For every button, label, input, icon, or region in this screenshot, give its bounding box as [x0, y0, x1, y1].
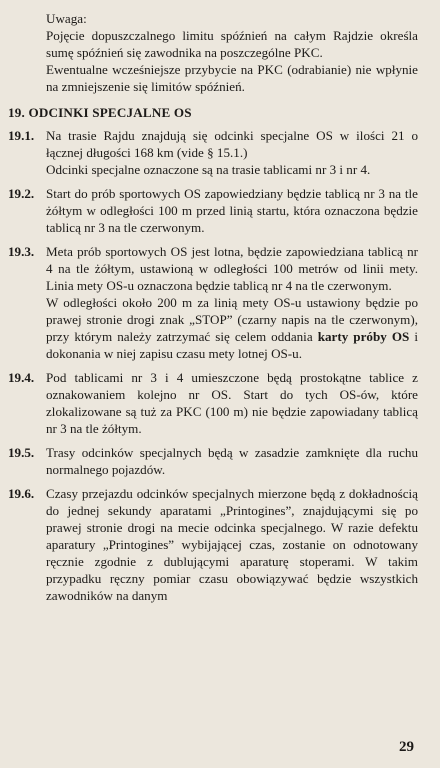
item-number: 19.1.	[8, 128, 35, 143]
item-19-4	[8, 369, 418, 437]
item-paragraph: Odcinki specjalne oznaczone są na trasie tablicami nr 3 i nr 4.	[46, 162, 371, 177]
note-label: Uwaga:	[46, 11, 87, 26]
item-number: 19.2.	[8, 186, 35, 201]
item-number: 19.4.	[8, 370, 35, 385]
item-body	[46, 444, 418, 478]
item-body	[46, 185, 418, 236]
item-19-3	[8, 243, 418, 362]
item-body	[46, 369, 418, 437]
item-paragraph: Trasy odcinków specjalnych będą w zasadzie zamknięte dla ruchu normalnego pojazdów.	[46, 445, 418, 477]
item-paragraph: Czasy przejazdu odcinków specjalnych mierzone będą z dokładnością do jednej sekundy aparatami „Printogines”, znajdującymi się po prawej stronie drogi na mecie odcinka specjalnego. W razie defektu aparatury „Printogines” wybijającej czas, zostanie on odnotowany ręcznie zgodnie z dublującymi aparaturę stoperami. W takim przypadku ręczny pomiar czasu obowiązywać będzie wszystkich zawodników na danym	[46, 486, 418, 603]
item-19-6	[8, 485, 418, 604]
note-text	[46, 27, 418, 95]
item-number: 19.3.	[8, 244, 35, 259]
item-19-2	[8, 185, 418, 236]
item-body	[46, 127, 418, 178]
note-paragraph-1: Pojęcie dopuszczalnego limitu spóźnień na całym Rajdzie określa sumę spóźnień się zawodnika na poszczególne PKC.	[46, 28, 418, 60]
item-text: i dokonania w niej zapisu czasu mety lotnej OS-u.	[46, 329, 419, 361]
item-paragraph: Meta prób sportowych OS jest lotna, będzie zapowiedziana tablicą nr 4 na tle żółtym, ustawioną w odległości 100 metrów od linii mety. Linia mety OS-u oznaczona będzie tablicą nr 4 na tle czerwonym.	[46, 244, 418, 293]
item-paragraph: Start do prób sportowych OS zapowiedziany będzie tablicą nr 3 na tle żółtym w odległości 100 m przed linią startu, która oznaczona będzie tablicą nr 3 na tle czerwonym.	[46, 186, 418, 235]
item-paragraph	[46, 294, 418, 362]
note-paragraph-2: Ewentualne wcześniejsze przybycie na PKC (odrabianie) nie wpłynie na zmniejszenie się limitów spóźnień.	[46, 62, 418, 94]
page-number: 29	[399, 739, 414, 755]
item-body	[46, 243, 418, 362]
item-paragraph: Na trasie Rajdu znajdują się odcinki specjalne OS w ilości 21 o łącznej długości 168 km (vide § 15.1.)	[46, 128, 418, 160]
item-paragraph: Pod tablicami nr 3 i 4 umieszczone będą prostokątne tablice z oznakowaniem kolejno nr OS. Start do tych OS-ów, które zlokalizowane są tuż za PKC (100 m) nie będzie zapowiadany tablicą nr 3 na tle żółtym.	[46, 370, 418, 436]
item-text: W odległości około 200 m za linią mety OS-u ustawiony będzie po prawej stronie drogi znak „STOP” (czarny napis na tle czerwonym), przy którym należy zatrzymać się celem oddania	[46, 295, 418, 344]
item-number: 19.5.	[8, 445, 35, 460]
item-19-1	[8, 127, 418, 178]
item-text-bold: karty próby OS	[317, 329, 410, 344]
item-19-5	[8, 444, 418, 478]
section-title: 19. ODCINKI SPECJALNE OS	[8, 105, 192, 120]
item-body	[46, 485, 418, 604]
item-number: 19.6.	[8, 486, 35, 501]
